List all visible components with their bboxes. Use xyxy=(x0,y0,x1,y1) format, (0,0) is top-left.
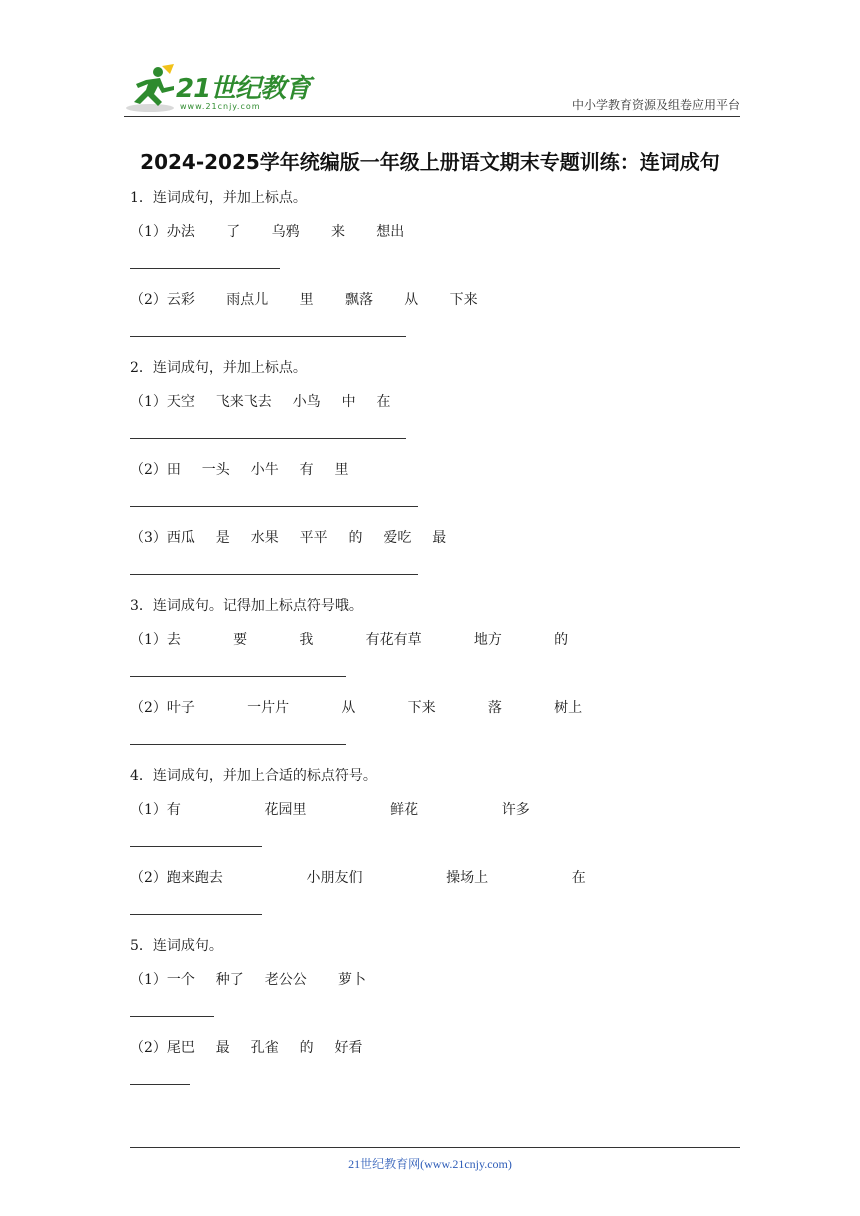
answer-line xyxy=(130,1016,214,1017)
question-title: 4．连词成句，并加上合适的标点符号。 xyxy=(130,768,377,784)
question-title: 5．连词成句。 xyxy=(130,938,223,954)
answer-blank[interactable] xyxy=(130,1004,730,1038)
answer-blank[interactable] xyxy=(130,902,730,936)
footer-divider xyxy=(130,1147,740,1148)
logo-text: 21世纪教育 xyxy=(176,74,311,104)
answer-line xyxy=(130,914,262,915)
word-group: （1）有 花园里 鲜花 许多 xyxy=(130,802,530,818)
answer-line xyxy=(130,1084,190,1085)
header-divider xyxy=(124,116,740,117)
answer-line xyxy=(130,846,262,847)
word-group: （2）尾巴 最 孔雀 的 好看 xyxy=(130,1040,363,1056)
question-title: 2．连词成句，并加上标点。 xyxy=(130,360,307,376)
word-group: （3）西瓜 是 水果 平平 的 爱吃 最 xyxy=(130,530,447,546)
word-group: （1）天空 飞来飞去 小鸟 中 在 xyxy=(130,394,391,410)
word-group: （2）田 一头 小牛 有 里 xyxy=(130,462,349,478)
answer-blank[interactable] xyxy=(130,426,730,460)
question-title: 1．连词成句，并加上标点。 xyxy=(130,190,307,206)
page-title: 2024-2025学年统编版一年级上册语文期末专题训练：连词成句 xyxy=(140,150,720,174)
word-group: （2）叶子 一片片 从 下来 落 树上 xyxy=(130,700,583,716)
question-list xyxy=(130,188,730,1106)
answer-line xyxy=(130,268,280,269)
answer-blank[interactable] xyxy=(130,256,730,290)
answer-line xyxy=(130,574,418,575)
answer-blank[interactable] xyxy=(130,664,730,698)
answer-line xyxy=(130,506,418,507)
runner-logo-icon xyxy=(124,62,180,118)
answer-line xyxy=(130,336,406,337)
footer-text: 21世纪教育网(www.21cnjy.com) xyxy=(348,1157,512,1171)
answer-blank[interactable] xyxy=(130,324,730,358)
word-group: （1）办法 了 乌鸦 来 想出 xyxy=(130,224,405,240)
question-title: 3．连词成句。记得加上标点符号哦。 xyxy=(130,598,363,614)
answer-blank[interactable] xyxy=(130,834,730,868)
logo xyxy=(124,62,314,118)
answer-blank[interactable] xyxy=(130,732,730,766)
word-group: （2）跑来跑去 小朋友们 操场上 在 xyxy=(130,870,586,886)
answer-blank[interactable] xyxy=(130,494,730,528)
answer-line xyxy=(130,744,346,745)
page-header xyxy=(124,62,740,118)
answer-blank[interactable] xyxy=(130,562,730,596)
logo-url: www.21cnjy.com xyxy=(180,102,261,111)
answer-line xyxy=(130,438,406,439)
word-group: （1）一个 种了 老公公 萝卜 xyxy=(130,972,367,988)
header-platform-text: 中小学教育资源及组卷应用平台 xyxy=(571,98,740,112)
word-group: （2）云彩 雨点儿 里 飘落 从 下来 xyxy=(130,292,478,308)
answer-blank[interactable] xyxy=(130,1072,730,1106)
answer-line xyxy=(130,676,346,677)
word-group: （1）去 要 我 有花有草 地方 的 xyxy=(130,632,569,648)
